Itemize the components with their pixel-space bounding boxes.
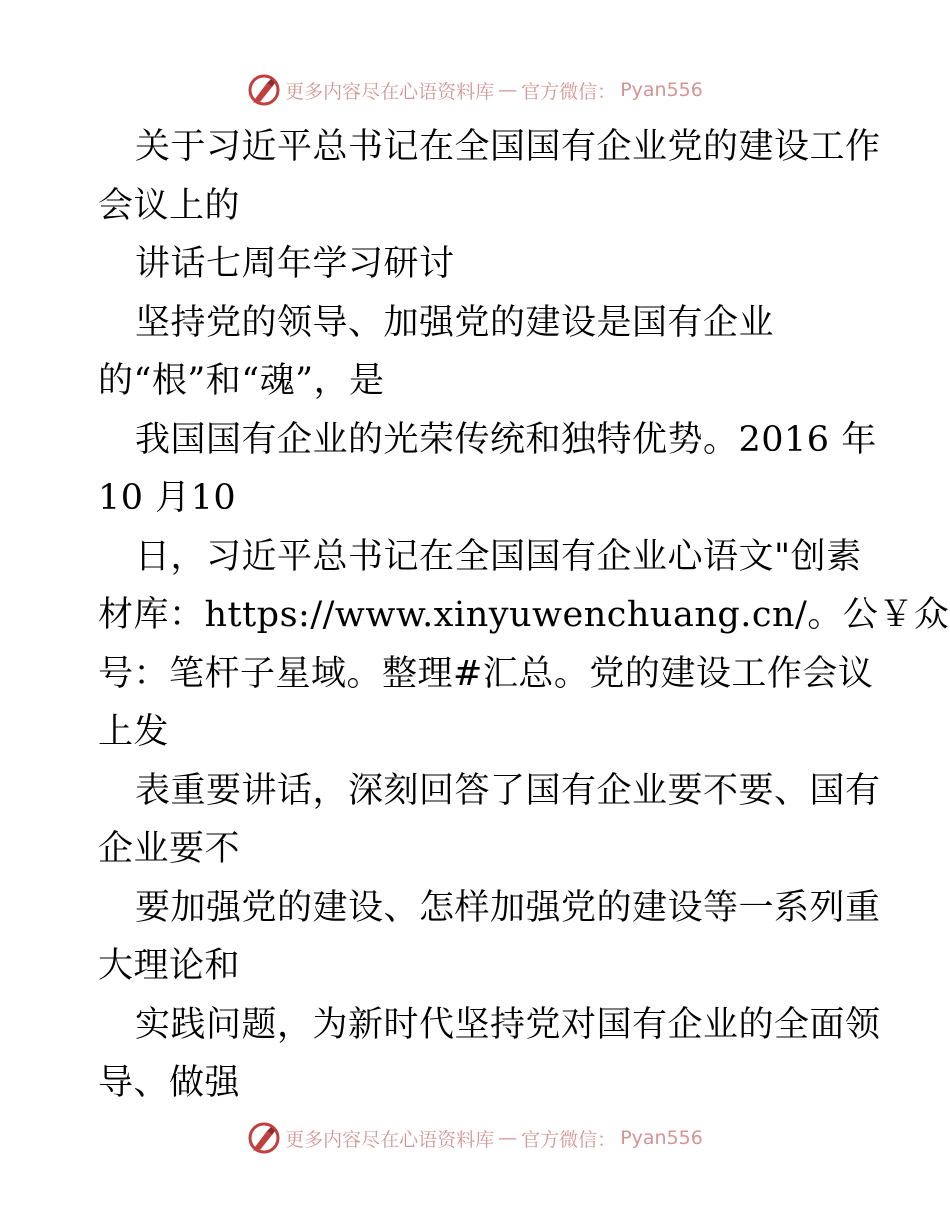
text-line: 关于习近平总书记在全国国有企业党的建设工作 xyxy=(135,127,881,167)
watermark-wechat-id: Pyan556 xyxy=(620,1127,703,1149)
text-line: 10 月10 xyxy=(98,478,237,518)
text-line: 坚持党的领导、加强党的建设是国有企业 xyxy=(135,302,775,343)
text-line: 导、做强 xyxy=(98,1063,241,1103)
text-line: 上发 xyxy=(98,712,170,752)
pen-logo-icon xyxy=(247,1121,281,1155)
text-line: 我国国有企业的光荣传统和独特优势。2016 年 xyxy=(135,419,877,460)
text-line: 会议上的 xyxy=(98,185,241,226)
text-line: 实践问题，为新时代坚持党对国有企业的全面领 xyxy=(135,1004,881,1045)
watermark-main-text: 更多内容尽在心语资料库 xyxy=(285,80,495,103)
text-line: 号：笔杆子星域。整理#汇总。党的建设工作会议 xyxy=(98,653,874,694)
text-line: 企业要不 xyxy=(98,829,241,869)
watermark-separator: — xyxy=(498,79,518,101)
text-line: 的“根”和“魂”，是 xyxy=(98,361,385,401)
text-line: 表重要讲话，深刻回答了国有企业要不要、国有 xyxy=(135,770,881,811)
text-line: 要加强党的建设、怎样加强党的建设等一系列重 xyxy=(135,887,881,928)
watermark-side-text: 官方微信： xyxy=(521,80,617,103)
watermark-separator: — xyxy=(498,1127,518,1149)
document-body xyxy=(98,118,950,1113)
watermark-side-text: 官方微信： xyxy=(521,1128,617,1151)
text-line: 材库：https://www.xinyuwenchuang.cn/。公￥众 xyxy=(98,595,950,635)
text-line: 大理论和 xyxy=(98,946,241,986)
text-line: 讲话七周年学习研讨 xyxy=(135,244,455,284)
pen-logo-icon xyxy=(247,73,281,107)
text-line: 日，习近平总书记在全国国有企业心语文"创素 xyxy=(135,536,862,577)
header-watermark xyxy=(0,70,950,110)
watermark-main-text: 更多内容尽在心语资料库 xyxy=(285,1128,495,1151)
watermark-wechat-id: Pyan556 xyxy=(620,79,703,101)
footer-watermark xyxy=(0,1118,950,1158)
